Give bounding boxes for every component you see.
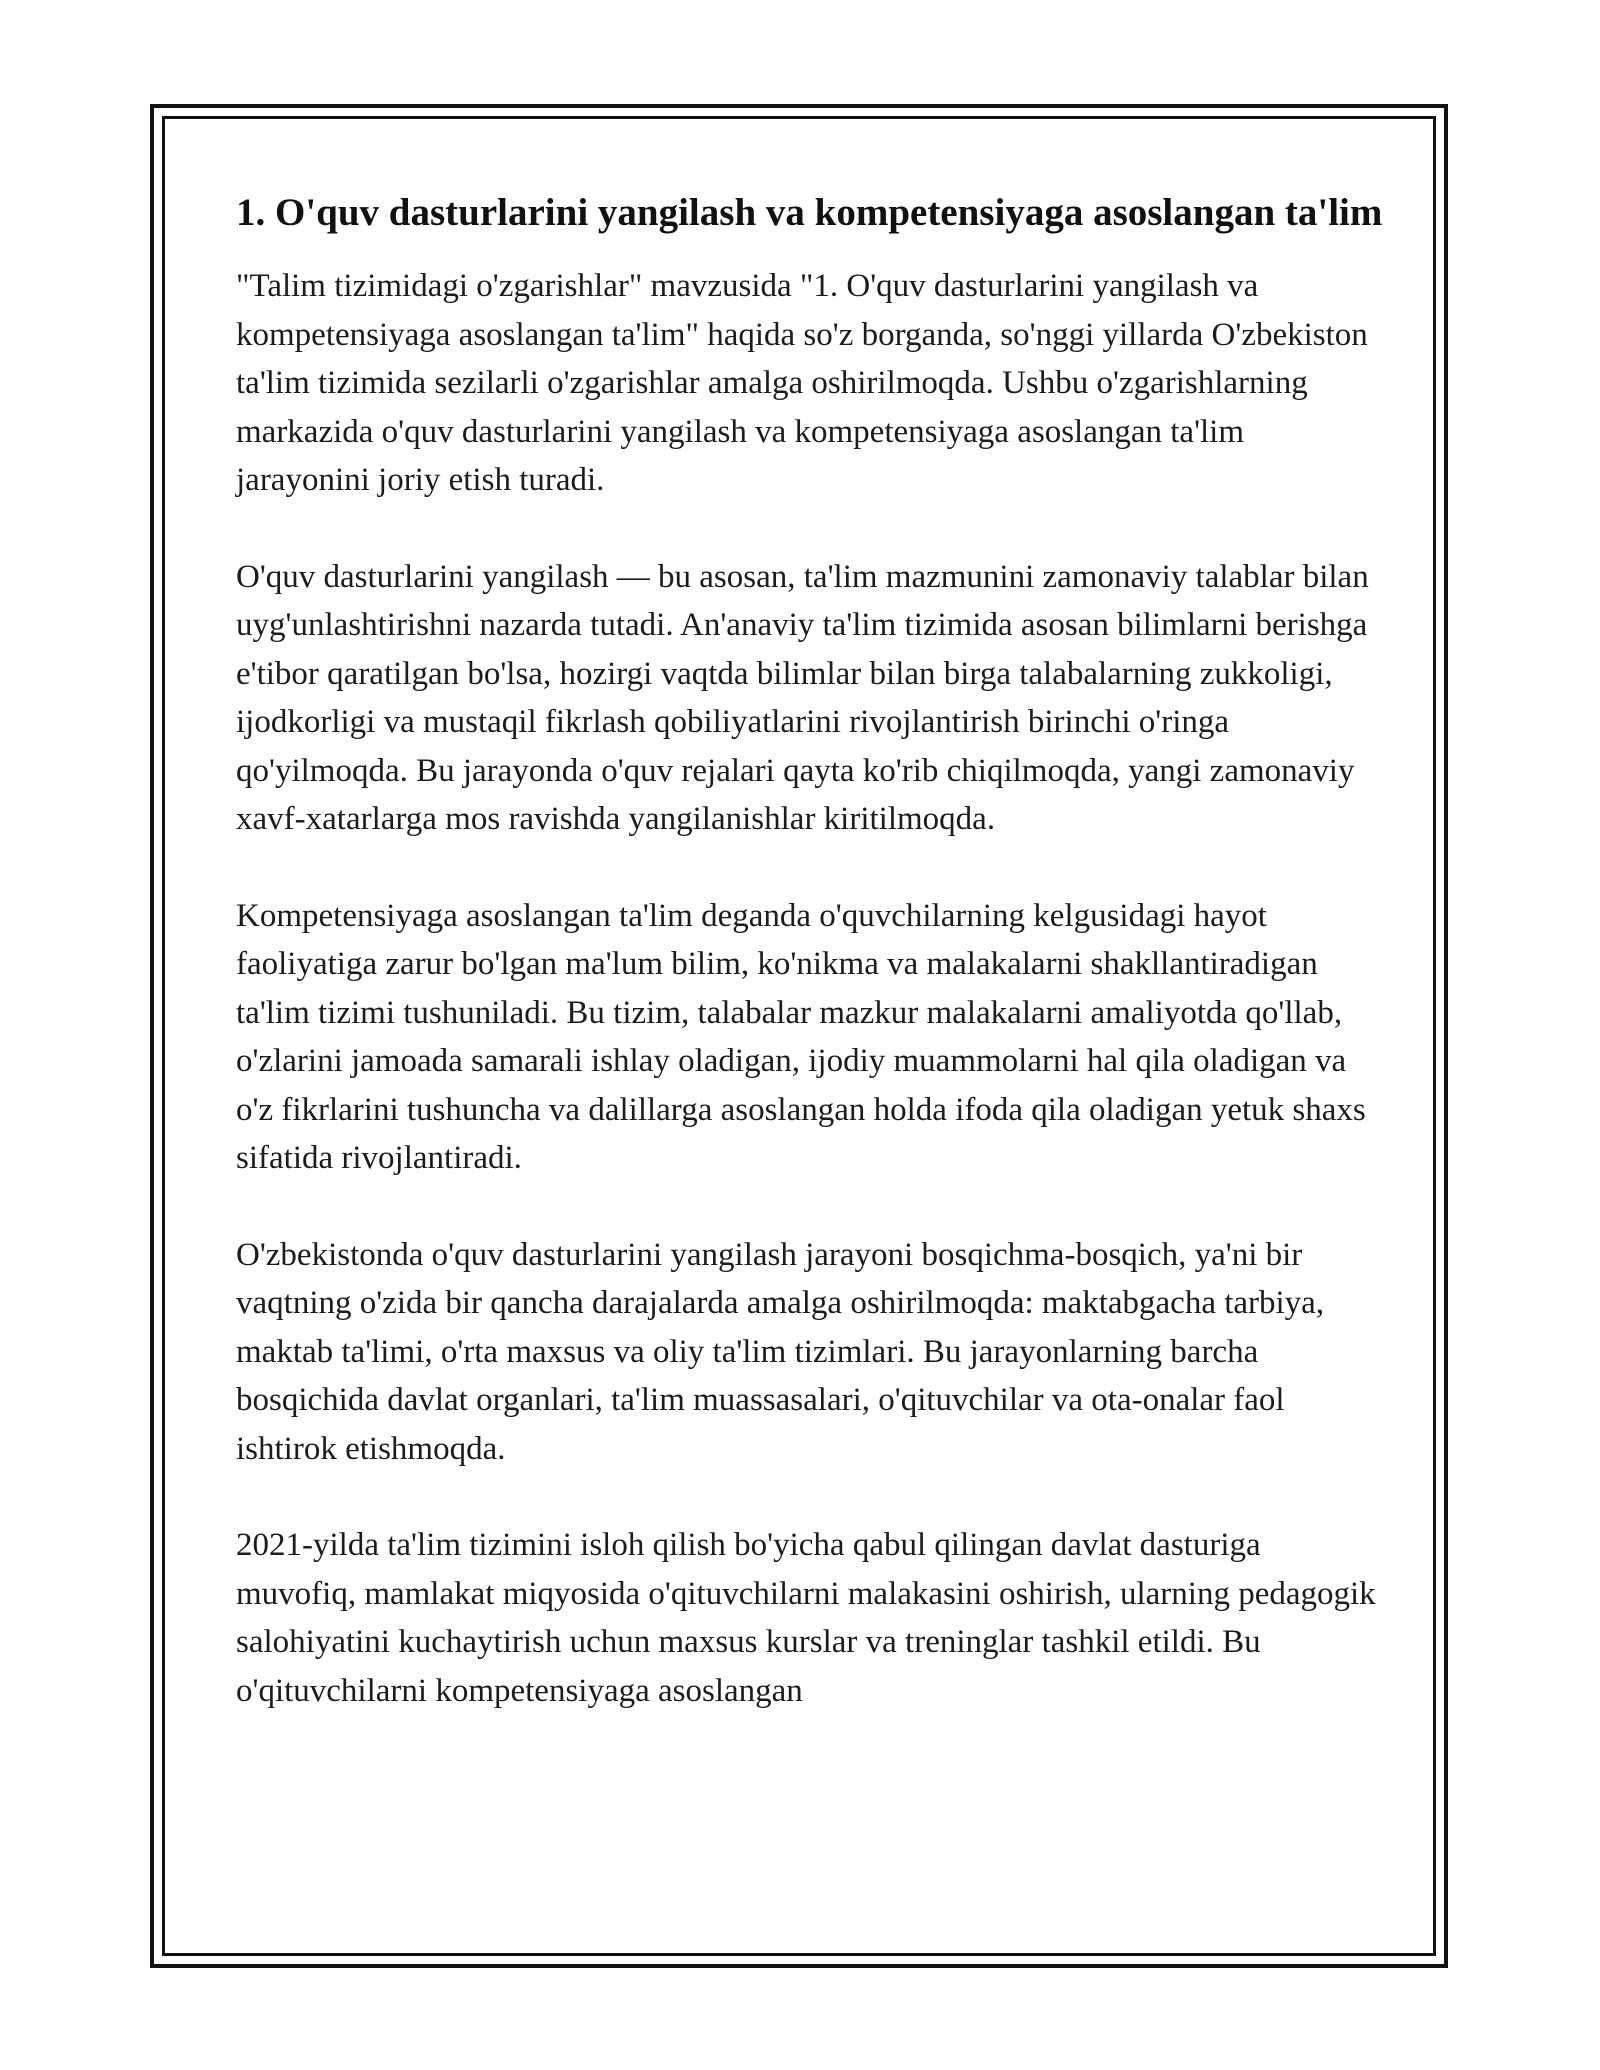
document-body	[236, 186, 1386, 1763]
section-heading: 1. O'quv dasturlarini yangilash va kompetensiyaga asoslangan ta'lim	[236, 191, 1383, 234]
paragraph-2: O'quv dasturlarini yangilash — bu asosan, ta'lim mazmunini zamonaviy talablar bilan uyg'unlashtirishni nazarda tutadi. An'anaviy ta'lim tizimida asosan bilimlarni berishga e'tibor qaratilgan bo'lsa, hozirgi vaqtda bilimlar bilan birga talabalarning zukkoligi, ijodkorligi va mustaqil fikrlash qobiliyatlarini rivojlantirish birinchi o'ringa qo'yilmoqda. Bu jarayonda o'quv rejalari qayta ko'rib chiqilmoqda, yangi zamonaviy xavf-xatarlarga mos ravishda yangilanishlar kiritilmoqda.	[236, 558, 1369, 837]
paragraph-3: Kompetensiyaga asoslangan ta'lim deganda o'quvchilarning kelgusidagi hayot faoliyatiga zarur bo'lgan ma'lum bilim, ko'nikma va malakalarni shakllantiradigan ta'lim tizimi tushuniladi. Bu tizim, talabalar mazkur malakalarni amaliyotda qo'llab, o'zlarini jamoada samarali ishlay oladigan, ijodiy muammolarni hal qila oladigan va o'z fikrlarini tushuncha va dalillarga asoslangan holda ifoda qila oladigan yetuk shaxs sifatida rivojlantiradi.	[236, 897, 1366, 1176]
paragraph-1: "Talim tizimidagi o'zgarishlar" mavzusida "1. O'quv dasturlarini yangilash va kompetensiyaga asoslangan ta'lim" haqida so'z borganda, so'nggi yillarda O'zbekiston ta'lim tizimida sezilarli o'zgarishlar amalga oshirilmoqda. Ushbu o'zgarishlarning markazida o'quv dasturlarini yangilash va kompetensiyaga asoslangan ta'lim jarayonini joriy etish turadi.	[236, 268, 1368, 498]
paragraph-4: O'zbekistonda o'quv dasturlarini yangilash jarayoni bosqichma-bosqich, ya'ni bir vaqtning o'zida bir qancha darajalarda amalga oshirilmoqda: maktabgacha tarbiya, maktab ta'limi, o'rta maxsus va oliy ta'lim tizimlari. Bu jarayonlarning barcha bosqichida davlat organlari, ta'lim muassasalari, o'qituvchilar va ota-onalar faol ishtirok etishmoqda.	[236, 1236, 1325, 1467]
paragraph-5: 2021-yilda ta'lim tizimini isloh qilish bo'yicha qabul qilingan davlat dasturiga muvofiq, mamlakat miqyosida o'qituvchilarni malakasini oshirish, ularning pedagogik salohiyatini kuchaytirish uchun maxsus kurslar va treninglar tashkil etildi. Bu o'qituvchilarni kompetensiyaga asoslangan	[236, 1527, 1376, 1709]
